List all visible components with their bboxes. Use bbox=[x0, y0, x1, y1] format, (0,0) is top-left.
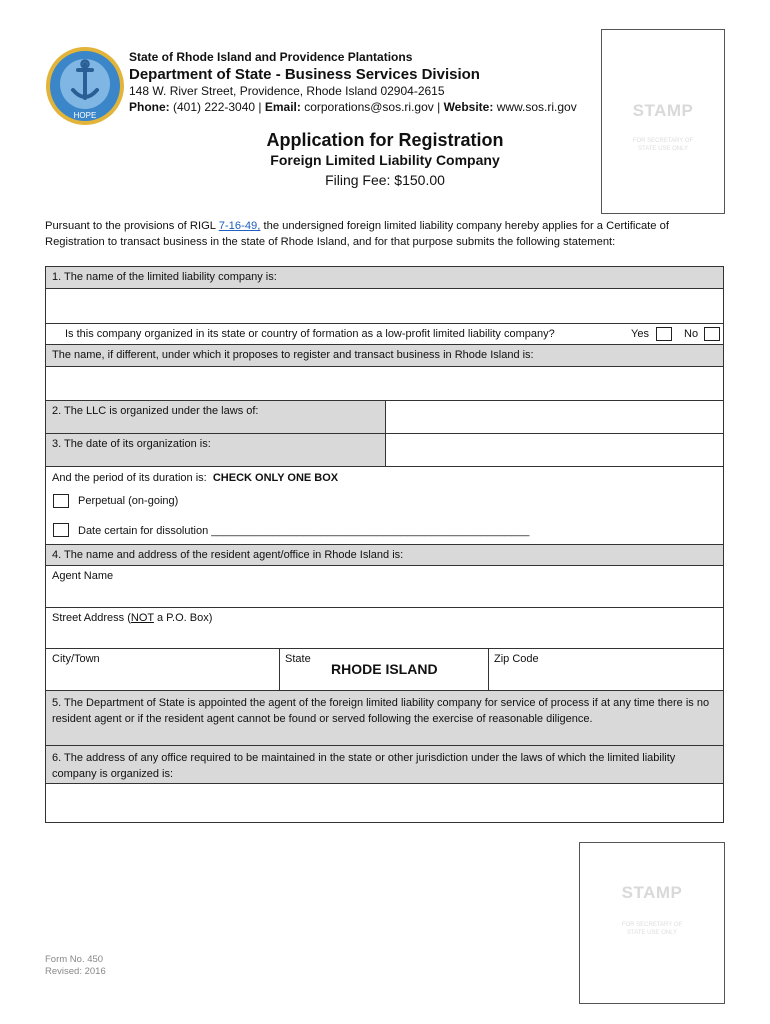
department-name: Department of State - Business Services Division bbox=[129, 66, 480, 83]
zip-label: Zip Code bbox=[494, 653, 539, 665]
agent-name-label: Agent Name bbox=[52, 570, 114, 582]
intro-paragraph bbox=[45, 218, 725, 250]
state-seal-logo bbox=[45, 46, 125, 126]
q2-input[interactable] bbox=[386, 401, 723, 433]
address-line: 148 W. River Street, Providence, Rhode Island 02904-2615 bbox=[129, 84, 445, 98]
yes-checkbox[interactable] bbox=[656, 327, 672, 341]
street-address-label bbox=[52, 612, 212, 624]
q6-header bbox=[46, 745, 723, 783]
stamp-label: STAMP bbox=[632, 101, 694, 120]
alt-name-header bbox=[46, 344, 723, 366]
stamp-note: FOR SECRETARY OF STATE USE ONLY bbox=[632, 138, 694, 152]
email-value[interactable]: corporations@sos.ri.gov | bbox=[300, 100, 444, 114]
state-value: RHODE ISLAND bbox=[331, 661, 438, 677]
street-after: a P.O. Box) bbox=[153, 612, 213, 624]
q5-section bbox=[46, 690, 723, 745]
alt-name-field[interactable] bbox=[46, 366, 723, 400]
low-profit-question: Is this company organized in its state or country of formation as a low-profit limited liability company? bbox=[65, 328, 555, 340]
stamp-box-bottom bbox=[579, 842, 725, 1004]
q3-label: 3. The date of its organization is: bbox=[52, 438, 211, 450]
street-address-field[interactable] bbox=[46, 607, 723, 648]
stamp-top-edge bbox=[602, 29, 724, 54]
duration-label bbox=[52, 472, 338, 484]
street-not: NOT bbox=[130, 612, 154, 624]
q2-label-cell bbox=[46, 401, 385, 433]
intro-before: Pursuant to the provisions of RIGL bbox=[45, 220, 219, 232]
yes-label: Yes bbox=[631, 328, 649, 340]
alt-name-label: The name, if different, under which it proposes to register and transact business in Rhode Island is: bbox=[52, 349, 534, 361]
q6-text: 6. The address of any office required to be maintained in the state or other jurisdiction under the laws of which the limited liability company is organized is: bbox=[52, 752, 676, 780]
perpetual-checkbox[interactable] bbox=[53, 494, 69, 508]
website-label: Website: bbox=[443, 100, 494, 114]
q5-text: 5. The Department of State is appointed the agent of the foreign limited liability company for service of process if at any time there is no resident agent or if the resident agent cannot be found or served following the exercise of reasonable diligence. bbox=[52, 697, 710, 725]
contact-line bbox=[129, 100, 577, 114]
no-checkbox[interactable] bbox=[704, 327, 720, 341]
rigl-link[interactable]: 7-16-49, bbox=[218, 220, 261, 232]
seal-motto: HOPE bbox=[73, 111, 97, 120]
q3-input[interactable] bbox=[386, 434, 723, 466]
stamp-bottom-edge bbox=[602, 213, 724, 214]
revision-date: Revised: 2016 bbox=[45, 966, 106, 977]
phone-label: Phone: bbox=[129, 100, 170, 114]
application-form bbox=[45, 266, 724, 823]
filing-fee: Filing Fee: $150.00 bbox=[325, 172, 445, 188]
agent-name-field[interactable] bbox=[46, 565, 723, 607]
date-certain-checkbox[interactable] bbox=[53, 523, 69, 537]
q2-row bbox=[46, 400, 723, 433]
q1-label: 1. The name of the limited liability company is: bbox=[52, 271, 277, 283]
city-state-zip-row bbox=[46, 648, 723, 690]
low-profit-row bbox=[46, 323, 723, 344]
phone-value: (401) 222-3040 | bbox=[169, 100, 265, 114]
q4-label: 4. The name and address of the resident agent/office in Rhode Island is: bbox=[52, 549, 404, 561]
q1-header bbox=[46, 267, 723, 288]
city-divider bbox=[279, 649, 280, 690]
date-certain-label: Date certain for dissolution ____________________________________________________ bbox=[78, 525, 530, 537]
street-before: Street Address ( bbox=[52, 612, 131, 624]
email-label: Email: bbox=[264, 100, 301, 114]
state-name: State of Rhode Island and Providence Plantations bbox=[129, 50, 413, 64]
city-label: City/Town bbox=[52, 653, 100, 665]
llc-name-field[interactable] bbox=[46, 288, 723, 323]
stamp-label-bottom: STAMP bbox=[621, 883, 683, 902]
q2-label: 2. The LLC is organized under the laws of: bbox=[52, 405, 259, 417]
q4-header bbox=[46, 544, 723, 565]
page-subtitle: Foreign Limited Liability Company bbox=[270, 152, 500, 168]
q3-label-cell bbox=[46, 434, 385, 466]
website-value[interactable]: www.sos.ri.gov bbox=[493, 100, 577, 114]
no-label: No bbox=[684, 328, 699, 340]
state-divider bbox=[488, 649, 489, 690]
duration-instruction: CHECK ONLY ONE BOX bbox=[212, 472, 339, 484]
perpetual-label: Perpetual (on-going) bbox=[78, 495, 179, 507]
stamp-note-bottom: FOR SECRETARY OF STATE USE ONLY bbox=[621, 922, 683, 936]
form-number: Form No. 450 bbox=[45, 954, 104, 965]
intro-after: the undersigned foreign limited liability company hereby applies for a Certificate of Registration to transact business in the state of Rhode Island, and for that purpose submits the following statement: bbox=[45, 220, 669, 248]
q3-row bbox=[46, 433, 723, 466]
duration-text: And the period of its duration is: bbox=[52, 472, 207, 484]
duration-section bbox=[46, 466, 723, 544]
state-label: State bbox=[285, 653, 311, 665]
page-title: Application for Registration bbox=[266, 130, 504, 150]
q6-address-field[interactable] bbox=[46, 783, 723, 822]
